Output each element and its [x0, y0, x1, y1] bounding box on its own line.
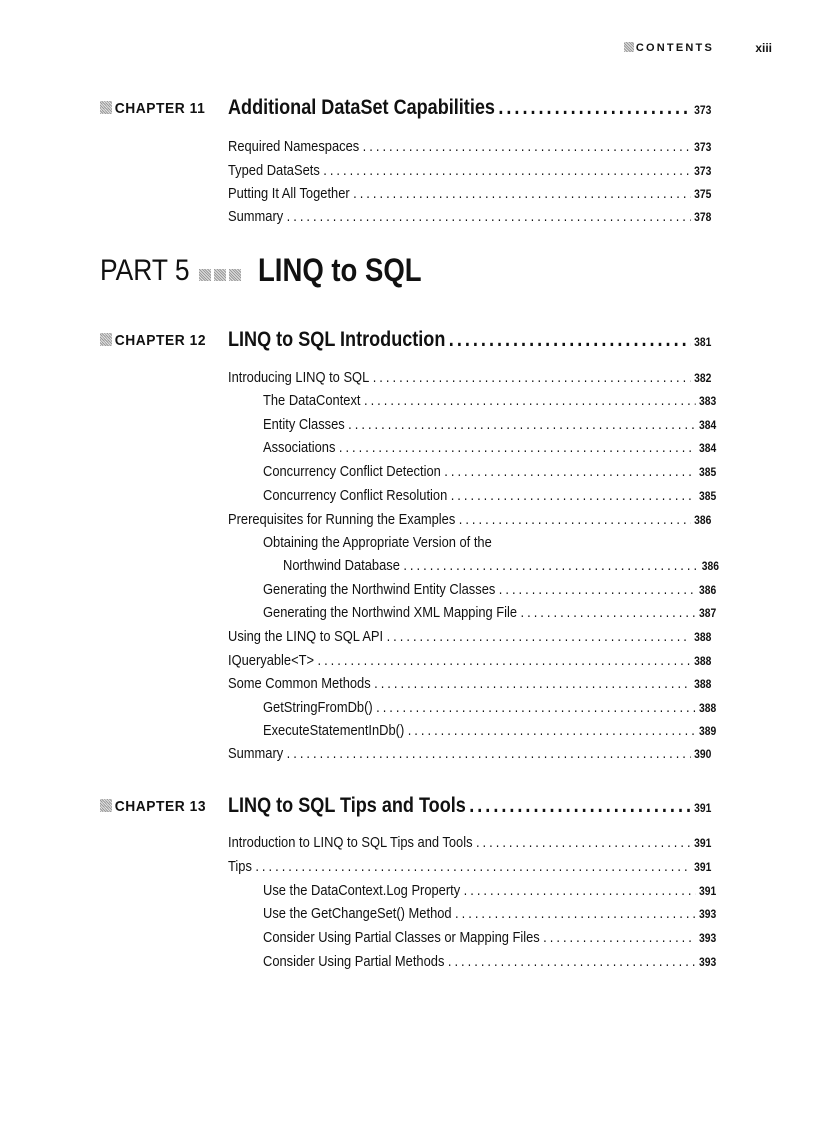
page-number: 391	[694, 801, 712, 815]
chapter-13-label: CHAPTER 13	[100, 798, 206, 815]
chapter-11-title-row[interactable]	[228, 96, 712, 119]
toc-entry[interactable]: Typed DataSets ..... 373	[228, 162, 711, 182]
toc-entry[interactable]: Generating the Northwind Entity Classes ..... 386	[263, 581, 716, 601]
header-page-number: xiii	[755, 41, 772, 55]
toc-entry[interactable]: Required Namespaces ..... 373	[228, 138, 711, 158]
chapter-title: LINQ to SQL Tips and Tools	[228, 794, 466, 817]
header-section-label: CONTENTS	[635, 42, 714, 54]
toc-entry[interactable]: Concurrency Conflict Resolution ..... 385	[263, 487, 716, 507]
square-bullet-icon	[624, 42, 634, 52]
part-label: PART 5	[100, 254, 190, 287]
chapter-11-label: CHAPTER 11	[100, 100, 205, 117]
toc-entry[interactable]: Tips ..... 391	[228, 858, 711, 878]
square-bullet-icon	[100, 333, 112, 346]
toc-entry[interactable]: Summary ..... 390	[228, 745, 711, 765]
chapter-12-title-row[interactable]	[228, 328, 712, 351]
toc-entry[interactable]: IQueryable<T> ..... 388	[228, 652, 711, 672]
toc-entry[interactable]: Introduction to LINQ to SQL Tips and Tools ..... 391	[228, 834, 711, 854]
toc-entry[interactable]: Prerequisites for Running the Examples ..... 386	[228, 511, 711, 531]
page-number: 373	[694, 103, 712, 117]
toc-entry[interactable]: Associations ..... 384	[263, 439, 716, 459]
square-bullet-icon	[100, 101, 112, 114]
toc-entry[interactable]: Entity Classes ..... 384	[263, 416, 716, 436]
toc-entry[interactable]: Using the LINQ to SQL API ..... 388	[228, 628, 711, 648]
toc-entry[interactable]: Northwind Database ..... 386	[283, 557, 719, 577]
toc-entry[interactable]: Generating the Northwind XML Mapping File ..... 387	[263, 604, 716, 624]
running-header	[0, 40, 816, 60]
part-title: LINQ to SQL	[258, 252, 422, 288]
toc-entry[interactable]: Use the GetChangeSet() Method ..... 393	[263, 905, 716, 925]
chapter-12-label: CHAPTER 12	[100, 332, 206, 349]
toc-entry[interactable]: GetStringFromDb() ..... 388	[263, 699, 716, 719]
toc-entry[interactable]: Consider Using Partial Methods ..... 393	[263, 953, 716, 973]
square-bullet-icon	[100, 799, 112, 812]
toc-entry[interactable]: Putting It All Together ..... 375	[228, 185, 711, 205]
toc-entry[interactable]: ExecuteStatementInDb() ..... 389	[263, 722, 716, 742]
page-number: 381	[694, 335, 712, 349]
chapter-title: LINQ to SQL Introduction	[228, 328, 446, 351]
header-section	[624, 42, 714, 54]
toc-entry[interactable]: Use the DataContext.Log Property ..... 391	[263, 882, 716, 902]
toc-entry[interactable]: Consider Using Partial Classes or Mapping Files ..... 393	[263, 929, 716, 949]
toc-entry[interactable]: Some Common Methods ..... 388	[228, 675, 711, 695]
toc-entry[interactable]: Introducing LINQ to SQL ..... 382	[228, 369, 711, 389]
chapter-title: Additional DataSet Capabilities	[228, 96, 495, 119]
toc-entry[interactable]: Summary ..... 378	[228, 208, 711, 228]
toc-entry[interactable]: The DataContext ..... 383	[263, 392, 716, 412]
chapter-13-title-row[interactable]	[228, 794, 712, 817]
part-divider-icon	[199, 267, 244, 285]
toc-entry-first-line[interactable]: Obtaining the Appropriate Version of the	[263, 534, 492, 551]
toc-entry[interactable]: Concurrency Conflict Detection ..... 385	[263, 463, 716, 483]
